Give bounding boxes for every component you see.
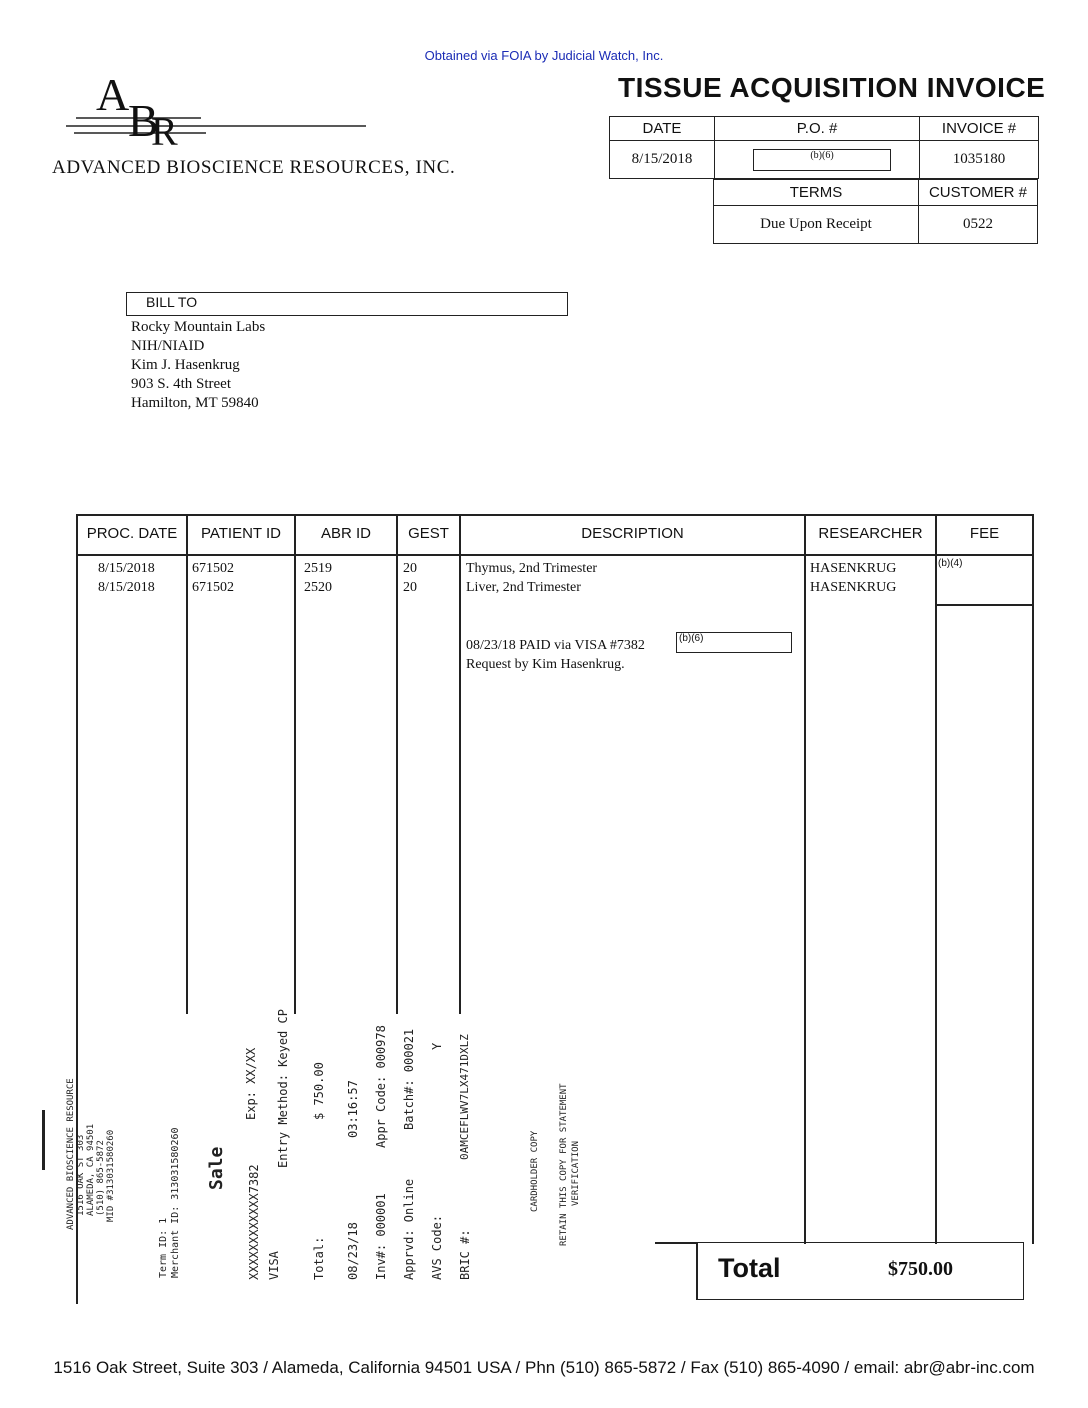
invoice-number: 1035180 (920, 141, 1039, 179)
researcher: HASENKRUG (810, 561, 897, 576)
abr-id: 2520 (304, 580, 332, 595)
terms-table (713, 179, 1038, 244)
invoice-number-label: INVOICE # (920, 117, 1039, 141)
customer-number-label: CUSTOMER # (919, 180, 1038, 206)
payment-note-line1: 08/23/18 PAID via VISA #7382 (466, 638, 645, 653)
terms-label: TERMS (714, 180, 919, 206)
receipt-total-label: Total: (312, 1236, 326, 1280)
bill-to-line: Kim J. Hasenkrug (131, 357, 240, 373)
logo-letter-a: A (96, 69, 130, 120)
terms-value: Due Upon Receipt (714, 206, 919, 244)
foia-watermark: Obtained via FOIA by Judicial Watch, Inc. (424, 48, 664, 63)
receipt-brc-value: 0AMCEFLWV7LX471DXLZ (458, 1034, 471, 1160)
gest: 20 (403, 580, 417, 595)
card-redaction: (b)(6) (676, 632, 792, 653)
receipt-avs-value: Y (430, 1042, 444, 1050)
receipt-cardholder-copy: CARDHOLDER COPY (530, 1130, 540, 1212)
receipt-date: 08/23/18 (346, 1222, 360, 1280)
receipt-batch: Batch#: 000021 (402, 1028, 416, 1130)
logo-letter-b: B (128, 95, 159, 146)
col-researcher: RESEARCHER (818, 525, 923, 542)
receipt-card-block: XXXXXXXXXXXX7382 VISA (247, 1164, 281, 1280)
bill-to-address (131, 318, 265, 413)
receipt-total-value: $ 750.00 (312, 1062, 326, 1120)
col-description: DESCRIPTION (581, 525, 684, 542)
receipt-exp: Exp: XX/XX (244, 1047, 258, 1120)
receipt-merchant: ADVANCED BIOSCIENCE RESOURCE 1516 OAK ST 303 ALAMEDA, CA 94501 (510) 865-5872 MID #313031580260 (66, 1078, 116, 1230)
fee-redaction: (b)(4) (938, 558, 963, 569)
bill-to-line: 903 S. 4th Street (131, 376, 231, 392)
col-patient-id: PATIENT ID (200, 525, 281, 542)
bill-to-label: BILL TO (146, 294, 198, 310)
receipt-retain: RETAIN THIS COPY FOR STATEMENT VERIFICATION (559, 1083, 581, 1246)
total-value: $750.00 (888, 1258, 953, 1280)
po-label: P.O. # (715, 117, 920, 141)
table-row (98, 559, 155, 597)
bill-to-line: Rocky Mountain Labs (131, 319, 266, 335)
po-redaction: (b)(6) (753, 149, 891, 171)
footer-address: 1516 Oak Street, Suite 303 / Alameda, California 94501 USA / Phn (510) 865-5872 / Fax (510) 865-4090 / email: abr@abr-inc.com (53, 1358, 1035, 1377)
company-name: ADVANCED BIOSCIENCE RESOURCES, INC. (52, 157, 456, 178)
bill-to-line: NIH/NIAID (131, 338, 205, 354)
payment-note-line2: Request by Kim Hasenkrug. (466, 657, 625, 672)
researcher: HASENKRUG (810, 580, 897, 595)
receipt-entry-method: Entry Method: Keyed CP (276, 1009, 290, 1168)
bill-to-line: Hamilton, MT 59840 (131, 395, 259, 411)
col-gest: GEST (408, 525, 449, 542)
col-proc-date: PROC. DATE (86, 525, 178, 542)
receipt-time: 03:16:57 (346, 1080, 360, 1138)
proc-date: 8/15/2018 (98, 580, 155, 595)
description: Liver, 2nd Trimester (466, 580, 581, 595)
invoice-header-table (609, 116, 1039, 179)
proc-date: 8/15/2018 (98, 561, 155, 576)
col-fee: FEE (969, 525, 1000, 542)
invoice-date: 8/15/2018 (610, 141, 715, 179)
abr-logo (66, 70, 366, 155)
patient-id: 671502 (192, 580, 234, 595)
patient-id: 671502 (192, 561, 234, 576)
abr-id: 2519 (304, 561, 332, 576)
receipt-inv: Inv#: 000001 (374, 1193, 388, 1280)
receipt-brc: BRIC #: (458, 1229, 472, 1280)
col-abr-id: ABR ID (320, 525, 371, 542)
receipt-appr-code: Appr Code: 000978 (374, 1025, 388, 1148)
po-cell (715, 141, 920, 179)
description: Thymus, 2nd Trimester (466, 561, 598, 576)
receipt-ids: Term ID: 1 Merchant ID: 313031580260 (158, 1127, 181, 1278)
gest: 20 (403, 561, 417, 576)
receipt-apprvd: Apprvd: Online (402, 1178, 416, 1280)
date-label: DATE (610, 117, 715, 141)
payment-note (466, 636, 645, 674)
receipt-sale: Sale (206, 1146, 227, 1190)
card-receipt (30, 1009, 650, 1310)
receipt-avs: AVS Code: (430, 1214, 444, 1280)
logo-letter-r: R (151, 109, 178, 154)
customer-number: 0522 (919, 206, 1038, 244)
total-label: Total (718, 1253, 781, 1283)
invoice-title: TISSUE ACQUISITION INVOICE (618, 72, 1046, 103)
